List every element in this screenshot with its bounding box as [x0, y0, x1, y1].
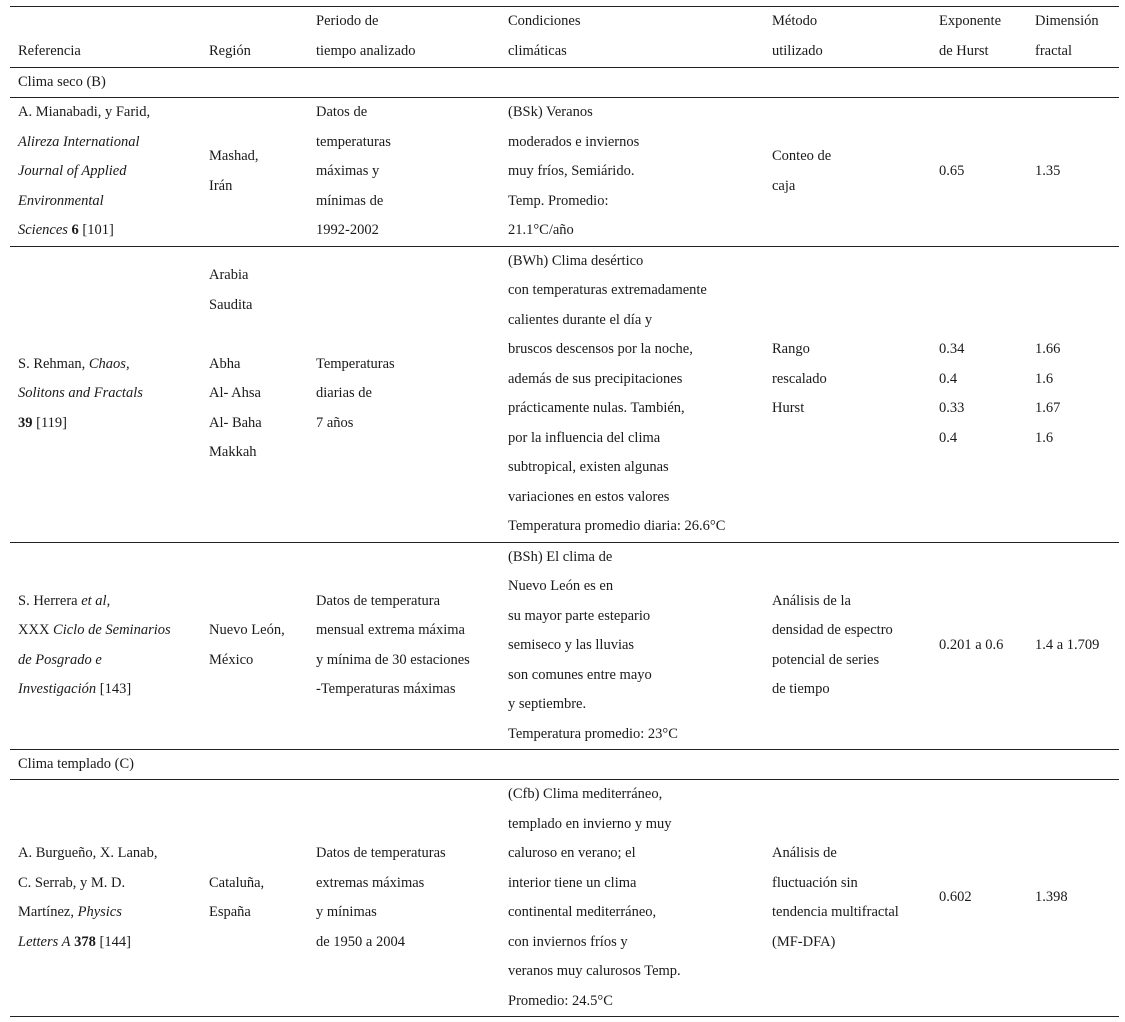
cell-exponente: 0.65 — [931, 98, 1027, 247]
cell-referencia: S. Herrera et al, XXX Ciclo de Seminarios de Posgrado e Investigación [143] — [10, 542, 201, 750]
cell-condiciones: (Cfb) Clima mediterráneo, templado en invierno y muy caluroso en verano; el interior tiene un clima continental mediterráneo, con inviernos fríos y veranos muy calurosos Temp. Promedio: 24.5°C — [500, 780, 764, 1017]
cell-metodo: Análisis de fluctuación sin tendencia multifractal (MF-DFA) — [764, 780, 931, 1017]
cell-metodo: Análisis de la densidad de espectro potencial de series de tiempo — [764, 542, 931, 750]
cell-dimension: 1.398 — [1027, 780, 1119, 1017]
table-row — [10, 98, 1119, 247]
cell-referencia: A. Mianabadi, y Farid, Alireza International Journal of Applied Environmental Sciences 6 [101] — [10, 98, 201, 247]
cell-periodo: Temperaturas diarias de 7 años — [308, 246, 500, 542]
cell-exponente: 0.34 0.4 0.33 0.4 — [931, 246, 1027, 542]
cell-exponente: 0.201 a 0.6 — [931, 542, 1027, 750]
table-row — [10, 246, 1119, 542]
cell-dimension: 1.66 1.6 1.67 1.6 — [1027, 246, 1119, 542]
cell-condiciones: (BSk) Veranos moderados e inviernos muy fríos, Semiárido. Temp. Promedio: 21.1°C/año — [500, 98, 764, 247]
header-periodo: Periodo de tiempo analizado — [316, 13, 416, 59]
header-dimension: Dimensión fractal — [1035, 13, 1099, 59]
header-exponente: Exponente de Hurst — [939, 13, 1002, 59]
header-condiciones: Condiciones climáticas — [508, 13, 581, 59]
cell-exponente: 0.602 — [931, 780, 1027, 1017]
header-metodo: Método utilizado — [772, 13, 823, 59]
section-row-templado — [10, 750, 1119, 780]
table-row — [10, 780, 1119, 1017]
cell-metodo: Conteo de caja — [764, 98, 931, 247]
cell-condiciones: (BSh) El clima de Nuevo León es en su mayor parte estepario semiseco y las lluvias son comunes entre mayo y septiembre. Temperatura promedio: 23°C — [500, 542, 764, 750]
cell-region: Cataluña, España — [201, 780, 308, 1017]
cell-dimension: 1.35 — [1027, 98, 1119, 247]
cell-region: Nuevo León, México — [201, 542, 308, 750]
cell-periodo: Datos de temperatura mensual extrema máxima y mínima de 30 estaciones -Temperaturas máximas — [308, 542, 500, 750]
cell-region: Mashad, Irán — [201, 98, 308, 247]
cell-dimension: 1.4 a 1.709 — [1027, 542, 1119, 750]
header-region: Región — [209, 42, 251, 59]
header-row — [10, 7, 1119, 68]
section-label: Clima seco (B) — [10, 68, 1119, 98]
cell-metodo: Rango rescalado Hurst — [764, 246, 931, 542]
section-row-seco — [10, 68, 1119, 98]
cell-region: Arabia Saudita Abha Al- Ahsa Al- Baha Makkah — [201, 246, 308, 542]
header-referencia: Referencia — [18, 42, 81, 59]
cell-referencia: S. Rehman, Chaos, Solitons and Fractals 39 [119] — [10, 246, 201, 542]
cell-periodo: Datos de temperaturas máximas y mínimas de 1992-2002 — [308, 98, 500, 247]
table-row — [10, 542, 1119, 750]
section-label: Clima templado (C) — [10, 750, 1119, 780]
cell-condiciones: (BWh) Clima desértico con temperaturas extremadamente calientes durante el día y bruscos descensos por la noche, además de sus precipitaciones prácticamente nulas. También, por la influencia del clima subtropical, existen algunas variaciones en estos valores Temperatura promedio diaria: 26.6°C — [500, 246, 764, 542]
cell-referencia: A. Burgueño, X. Lanab, C. Serrab, y M. D. Martínez, Physics Letters A 378 [144] — [10, 780, 201, 1017]
climate-fractal-table — [10, 6, 1119, 1017]
cell-periodo: Datos de temperaturas extremas máximas y mínimas de 1950 a 2004 — [308, 780, 500, 1017]
